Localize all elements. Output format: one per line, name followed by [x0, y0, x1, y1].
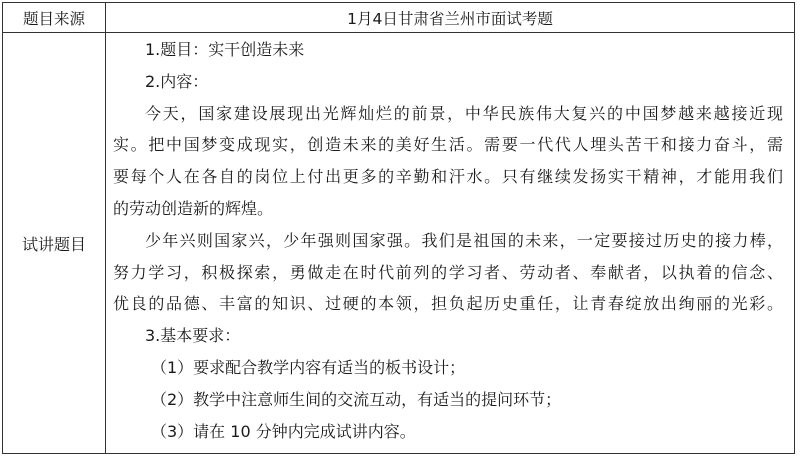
content-label: 2.内容：: [145, 71, 209, 91]
column-divider: [105, 3, 106, 453]
side-label-topic: 试讲题目: [21, 234, 86, 254]
paragraph-1-line-1: 今天，国家建设展现出光辉灿烂的前景，中华民族伟大复兴的中国梦越来越接近现: [145, 103, 783, 123]
header-exam-title: 1月4日甘肃省兰州市面试考题: [347, 9, 553, 28]
paragraph-2-line-2: 努力学习，积极探索，勇做走在时代前列的学习者、劳动者、奉献者，以执着的信念、: [113, 262, 783, 282]
header-source-label: 题目来源: [22, 9, 85, 28]
paragraph-2-line-3: 优良的品德、丰富的知识、过硬的本领，担负起历史重任，让青春绽放出绚丽的光彩。: [113, 294, 783, 314]
paragraph-1-line-2: 实。把中国梦变成现实，创造未来的美好生活。需要一代代人埋头苦干和接力奋斗，需: [113, 135, 783, 155]
header-row-divider: [3, 32, 794, 33]
requirements-label: 3.基本要求：: [145, 326, 241, 346]
requirement-item-2: （2）教学中注意师生间的交流互动，有适当的提问环节；: [151, 389, 562, 409]
topic-content: [113, 34, 783, 447]
paragraph-1-line-3: 要每个人在各自的岗位上付出更多的辛勤和汗水。只有继续发扬实干精神，才能用我们: [113, 167, 783, 187]
topic-title: 1.题目：实干创造未来: [145, 40, 305, 59]
requirement-item-3: （3）请在 10 分钟内完成试讲内容。: [151, 421, 416, 441]
paragraph-1-line-4: 的劳动创造新的辉煌。: [113, 198, 274, 218]
requirement-item-1: （1）要求配合教学内容有适当的板书设计；: [151, 357, 466, 377]
paragraph-2-line-1: 少年兴则国家兴，少年强则国家强。我们是祖国的未来，一定要接过历史的接力棒，: [145, 230, 783, 250]
